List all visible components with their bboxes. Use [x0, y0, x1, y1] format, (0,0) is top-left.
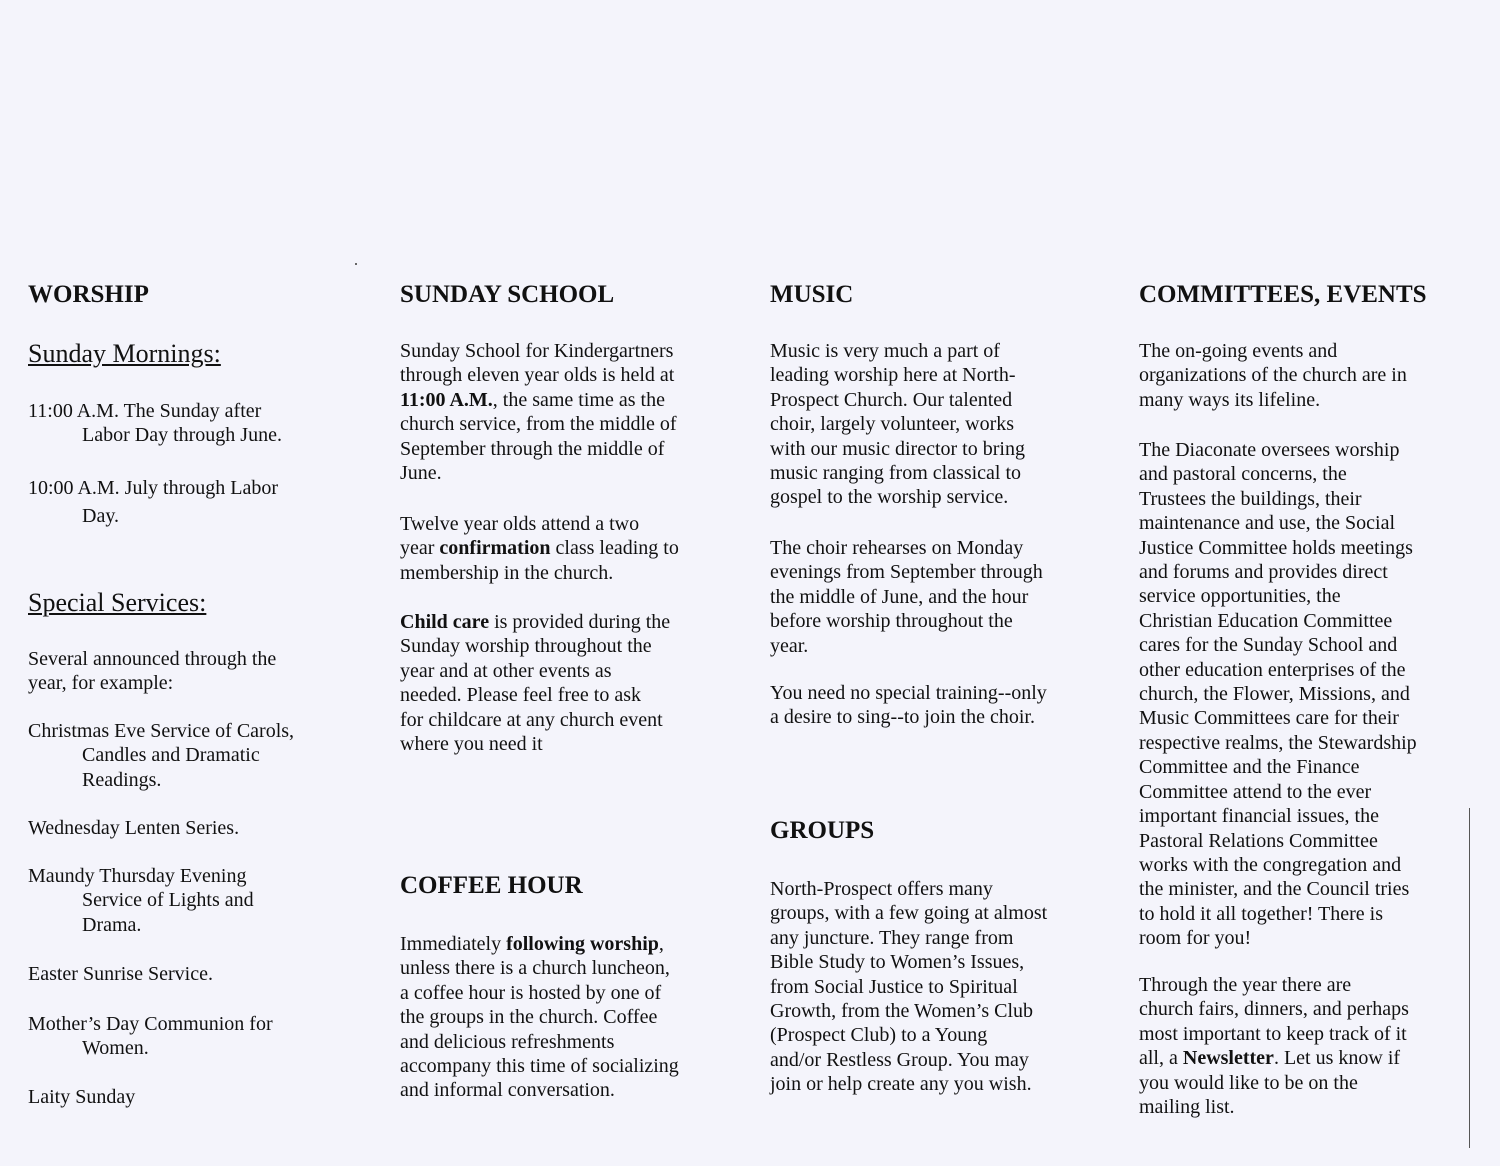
text-line: evenings from September through — [770, 561, 1043, 584]
confirmation-paragraph — [400, 512, 679, 585]
text-line: The on-going events and — [1139, 340, 1338, 362]
special-services-intro — [28, 647, 276, 696]
text-span: year — [400, 537, 440, 560]
text-line — [400, 932, 679, 956]
text-line: and delicious refreshments — [400, 1030, 615, 1053]
text-line: Prospect Church. Our talented — [770, 388, 1013, 411]
text-line: Christmas Eve Service of Carols, — [28, 720, 295, 742]
groups-title: GROUPS — [770, 817, 875, 844]
text-line: Committee and the Finance — [1139, 756, 1360, 779]
text-line: the minister, and the Council tries — [1139, 878, 1410, 901]
text-line: groups, with a few going at almost — [770, 902, 1048, 925]
fold-edge-line — [1469, 808, 1470, 1148]
text-line: church, the Flower, Missions, and — [1139, 683, 1410, 706]
text-line: and informal conversation. — [400, 1079, 615, 1102]
text-line: year, for example: — [28, 672, 174, 695]
text-line: to hold it all together! There is — [1139, 902, 1384, 925]
text-line: Women. — [82, 1037, 149, 1060]
text-span: , — [658, 933, 664, 955]
service-item — [28, 962, 213, 986]
committees-title: COMMITTEES, EVENTS — [1139, 281, 1427, 308]
text-line: June. — [400, 462, 442, 485]
text-line: The Diaconate oversees worship — [1139, 439, 1400, 461]
text-line: the middle of June, and the hour — [770, 585, 1029, 608]
text-line: September through the middle of — [400, 437, 665, 460]
music-paragraph-1 — [770, 339, 1025, 510]
text-line: from Social Justice to Spiritual — [770, 975, 1018, 998]
text-line: important financial issues, the — [1139, 805, 1379, 828]
bold-confirmation: confirmation — [439, 537, 551, 560]
text-line: Service of Lights and — [82, 889, 254, 912]
text-line: most important to keep track of it — [1139, 1022, 1407, 1045]
text-line — [400, 388, 677, 412]
bold-child-care: Child care — [400, 611, 490, 633]
text-line: Music Committees care for their — [1139, 707, 1399, 730]
text-line: Christian Education Committee — [1139, 609, 1393, 632]
music-paragraph-2 — [770, 536, 1043, 658]
text-line: a coffee hour is hosted by one of — [400, 981, 662, 1004]
sunday-time-2 — [28, 474, 278, 530]
text-line: Labor Day through June. — [82, 424, 282, 447]
text-line — [1139, 1046, 1409, 1070]
service-item — [28, 816, 239, 840]
text-line: Wednesday Lenten Series. — [28, 817, 240, 839]
text-line: and/or Restless Group. You may — [770, 1048, 1029, 1071]
text-line: (Prospect Club) to a Young — [770, 1024, 988, 1047]
text-line: leading worship here at North- — [770, 364, 1016, 387]
text-line: North-Prospect offers many — [770, 878, 993, 900]
text-line — [400, 610, 670, 634]
coffee-hour-paragraph — [400, 932, 679, 1103]
text-line: and forums and provides direct — [1139, 561, 1388, 584]
text-line: mailing list. — [1139, 1096, 1235, 1119]
text-line: Readings. — [82, 768, 162, 791]
service-item — [28, 1085, 135, 1109]
groups-paragraph — [770, 877, 1047, 1097]
text-line: organizations of the church are in — [1139, 364, 1407, 387]
text-line: church fairs, dinners, and perhaps — [1139, 998, 1409, 1021]
text-line: Sunday worship throughout the — [400, 635, 652, 658]
text-line: 11:00 A.M. The Sunday after — [28, 400, 262, 422]
text-line: Candles and Dramatic — [82, 744, 260, 767]
committees-paragraph-2 — [1139, 438, 1417, 951]
text-line: where you need it — [400, 733, 543, 756]
text-line: 10:00 A.M. July through Labor — [28, 477, 278, 499]
text-line: works with the congregation and — [1139, 853, 1402, 876]
text-line: Easter Sunrise Service. — [28, 963, 213, 985]
coffee-hour-title: COFFEE HOUR — [400, 872, 583, 899]
text-line: Bible Study to Women’s Issues, — [770, 951, 1025, 974]
text-line: before worship throughout the — [770, 610, 1013, 633]
text-line: needed. Please feel free to ask — [400, 684, 641, 707]
service-item — [28, 1012, 273, 1061]
text-line: the groups in the church. Coffee — [400, 1006, 658, 1029]
worship-title: WORSHIP — [28, 281, 149, 308]
text-line: Day. — [82, 505, 120, 527]
text-line: you would like to be on the — [1139, 1071, 1358, 1094]
text-span: class leading to — [550, 537, 679, 560]
text-line: Justice Committee holds meetings — [1139, 536, 1413, 559]
text-line: and pastoral concerns, the — [1139, 463, 1347, 486]
special-services-heading: Special Services: — [28, 588, 207, 617]
text-line: other education enterprises of the — [1139, 658, 1406, 681]
text-line: Committee attend to the ever — [1139, 780, 1372, 803]
text-line: join or help create any you wish. — [770, 1073, 1032, 1096]
text-line: year and at other events as — [400, 659, 612, 682]
text-line: choir, largely volunteer, works — [770, 413, 1015, 436]
bold-newsletter: Newsletter — [1182, 1047, 1274, 1070]
sunday-time-1 — [28, 399, 282, 448]
text-line: with our music director to bring — [770, 437, 1025, 460]
text-span: all, a — [1139, 1047, 1183, 1070]
text-line: gospel to the worship service. — [770, 486, 1009, 509]
text-line: year. — [770, 634, 809, 657]
text-line: Several announced through the — [28, 648, 277, 670]
text-line: cares for the Sunday School and — [1139, 634, 1398, 657]
text-line: Sunday School for Kindergartners — [400, 340, 674, 362]
service-item — [28, 719, 294, 792]
text-line: Mother’s Day Communion for — [28, 1013, 273, 1035]
bold-time: 11:00 A.M. — [400, 388, 493, 411]
text-line: accompany this time of socializing — [400, 1055, 679, 1078]
text-line: through eleven year olds is held at — [400, 364, 675, 387]
text-line: Through the year there are — [1139, 974, 1352, 996]
music-title: MUSIC — [770, 281, 854, 308]
committees-paragraph-3 — [1139, 973, 1409, 1119]
text-line: unless there is a church luncheon, — [400, 957, 670, 980]
service-item — [28, 864, 254, 937]
text-span: Immediately — [400, 933, 507, 955]
text-line: room for you! — [1139, 927, 1252, 950]
text-line: The choir rehearses on Monday — [770, 537, 1024, 559]
sunday-school-title: SUNDAY SCHOOL — [400, 281, 615, 308]
text-line: Music is very much a part of — [770, 340, 1000, 362]
text-span: is provided during the — [489, 611, 671, 633]
text-line: Laity Sunday — [28, 1086, 136, 1108]
text-line — [400, 536, 679, 560]
text-span: , the same time as the — [492, 388, 665, 411]
scan-speck — [355, 263, 357, 265]
sunday-school-paragraph — [400, 339, 677, 485]
text-line: many ways its lifeline. — [1139, 388, 1321, 411]
text-line: for childcare at any church event — [400, 708, 663, 731]
child-care-paragraph — [400, 610, 670, 756]
text-line: church service, from the middle of — [400, 413, 677, 436]
music-paragraph-3 — [770, 681, 1047, 730]
text-line: service opportunities, the — [1139, 585, 1341, 608]
text-line: Twelve year olds attend a two — [400, 513, 640, 535]
text-line: Drama. — [82, 913, 142, 936]
text-line: Trustees the buildings, their — [1139, 487, 1362, 510]
text-line: You need no special training--only — [770, 682, 1047, 704]
text-line: any juncture. They range from — [770, 926, 1014, 949]
text-line: respective realms, the Stewardship — [1139, 731, 1417, 754]
text-line: Pastoral Relations Committee — [1139, 829, 1378, 852]
text-line: Maundy Thursday Evening — [28, 865, 247, 887]
text-span: . Let us know if — [1273, 1047, 1401, 1070]
sunday-mornings-heading: Sunday Mornings: — [28, 339, 221, 368]
bold-following-worship: following worship — [506, 933, 659, 955]
text-line: a desire to sing--to join the choir. — [770, 706, 1035, 729]
text-line: membership in the church. — [400, 561, 614, 584]
text-line: Growth, from the Women’s Club — [770, 1000, 1033, 1023]
committees-paragraph-1 — [1139, 339, 1407, 412]
text-line: music ranging from classical to — [770, 462, 1022, 485]
text-line: maintenance and use, the Social — [1139, 512, 1396, 535]
